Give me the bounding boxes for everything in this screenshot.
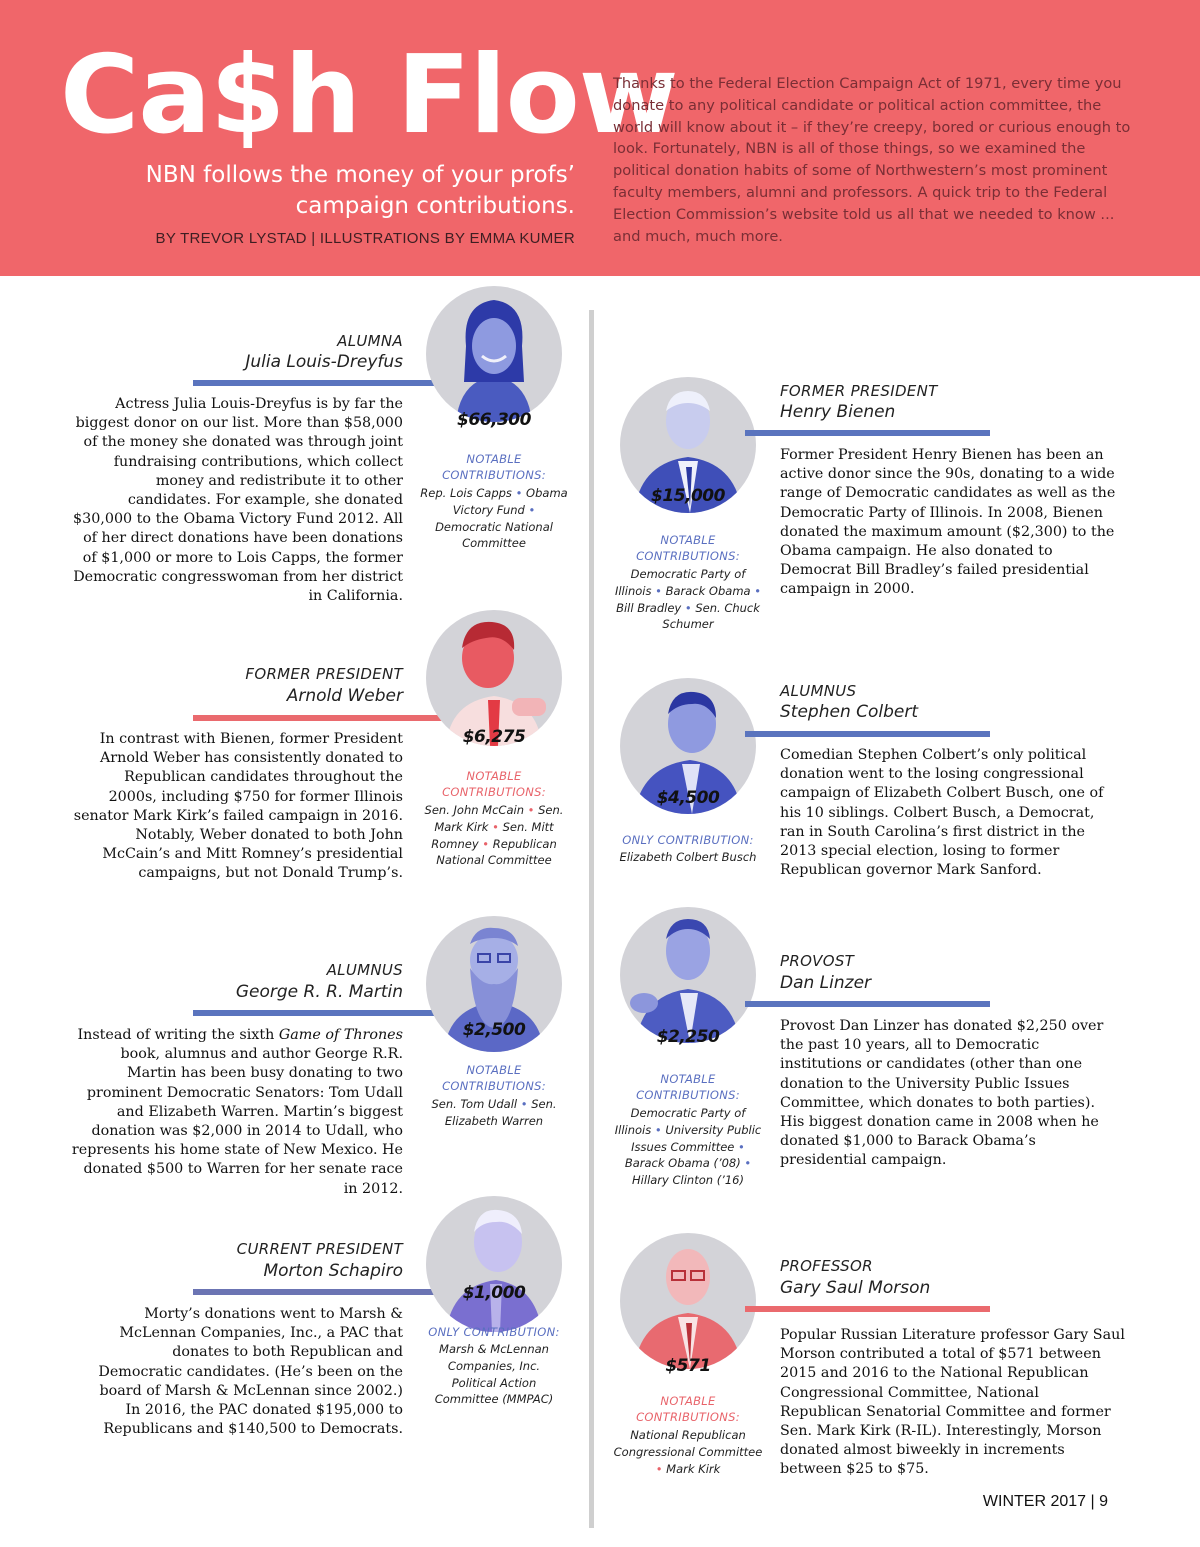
page-footer: [983, 1493, 1108, 1511]
name-rule: [193, 380, 443, 386]
contribution-item: Republican National Committee: [436, 836, 557, 868]
subtitle-line-1: NBN follows the money of your profs’: [145, 162, 575, 188]
donation-amount: $1,000: [462, 1283, 526, 1303]
profile-body: Former President Henry Bienen has been an active donor since the 90s, donating to a wide range of Democratic candidates as well as the Democratic Party of Illinois. In 2008, Bienen donated the maximum amount ($2,300) to the Obama campaign. He also donated to Democrat Bill Bradley’s failed presidential campaign in 2000.: [780, 447, 1116, 598]
profile-name: Morton Schapiro: [263, 1261, 403, 1281]
contribution-item: National Republican Congressional Committee: [613, 1428, 763, 1459]
portrait-schapiro: [426, 1196, 562, 1332]
byline: BY TREVOR LYSTAD | ILLUSTRATIONS BY EMMA KUMER: [155, 230, 575, 247]
name-rule: [745, 1001, 990, 1007]
notable-label-text: NOTABLE CONTRIBUTIONS:: [442, 1063, 546, 1093]
notable-label-text: NOTABLE CONTRIBUTIONS:: [636, 1394, 740, 1424]
bullet-icon: •: [527, 803, 535, 817]
profile-role: ALUMNA: [337, 332, 403, 350]
profile-body: Provost Dan Linzer has donated $2,250 over the past 10 years, all to Democratic institutions or candidates (other than one donation to the University Public Issues Committee, which donates to both parties). His biggest donation came in 2008 when he donated $1,000 to Barack Obama’s presidential campaign.: [780, 1018, 1104, 1169]
contribution-item: Democratic National Committee: [435, 519, 553, 551]
portrait-louis-dreyfus: [426, 286, 562, 422]
contributions-list: [613, 1427, 763, 1477]
bullet-icon: •: [655, 583, 662, 598]
name-rule: [745, 1306, 990, 1312]
contribution-item: Barack Obama: [665, 583, 751, 598]
contribution-item: Sen. Mitt Romney: [431, 819, 554, 851]
donation-amount: $4,500: [656, 788, 720, 808]
body-text: book, alumnus and author George R.R. Martin has been busy donating to two prominent Democratic Senators: Tom Udall and Elizabeth Warren. Martin’s biggest donation was $2,000 in 2014 to Udall, who represents his home state of New Mexico. He donated $500 to Warren for her senate race in 2012.: [71, 1046, 403, 1197]
footer-separator: |: [1090, 1493, 1095, 1510]
page-title: Ca$h Flow: [60, 33, 678, 158]
donation-amount: $2,500: [462, 1020, 526, 1040]
contributions-list: [426, 1341, 562, 1408]
bullet-icon: •: [492, 819, 499, 834]
profile-role: FORMER PRESIDENT: [780, 382, 938, 400]
profile-body: Comedian Stephen Colbert’s only political donation went to the losing congressional campaign of Elizabeth Colbert Busch, one of his 10 siblings. Colbert Busch, a Democrat, ran in South Carolina’s first district in the 2013 special election, losing to former Republican governor Mark Sanford.: [780, 747, 1104, 879]
notable-label-text: NOTABLE CONTRIBUTIONS:: [442, 769, 546, 799]
profile-role: PROVOST: [780, 952, 855, 970]
subtitle-line-2: campaign contributions.: [295, 193, 575, 219]
notable-label: [419, 451, 569, 483]
name-rule: [745, 731, 990, 737]
column-divider: [589, 310, 594, 1528]
bullet-icon: •: [515, 486, 523, 500]
contribution-item: Sen. Tom Udall: [431, 1097, 518, 1111]
bullet-icon: •: [754, 583, 762, 598]
notable-label-text: ONLY CONTRIBUTION:: [622, 833, 754, 847]
profile-role: ALUMNUS: [780, 682, 857, 700]
contributions-list: [613, 849, 763, 866]
notable-label: [613, 1071, 763, 1103]
issue-label: WINTER 2017: [982, 1493, 1087, 1510]
header-banner: [0, 0, 1200, 276]
bullet-icon: •: [482, 836, 490, 851]
bullet-icon: •: [520, 1097, 528, 1111]
body-text: Instead of writing the sixth: [77, 1027, 279, 1043]
name-rule: [193, 715, 443, 721]
contribution-item: Democratic Party of Illinois: [614, 567, 746, 598]
profile-body: [68, 1026, 403, 1199]
donation-amount: $571: [665, 1356, 711, 1376]
profile-body: Popular Russian Literature professor Gary Saul Morson contributed a total of $571 between 2015 and 2016 to the National Republican Congressional Committee, National Republican Senatorial Committee and former Sen. Mark Kirk (R-IL). Interestingly, Morson donated almost biweekly in increments between $25 to $75.: [780, 1327, 1125, 1478]
bullet-icon: •: [654, 1122, 662, 1137]
contribution-item: Democratic Party of Illinois: [614, 1106, 746, 1137]
contribution-item: Elizabeth Colbert Busch: [619, 850, 757, 864]
profile-name: Henry Bienen: [780, 402, 896, 422]
notable-label: [613, 832, 763, 848]
bullet-icon: •: [744, 1156, 752, 1171]
bullet-icon: •: [738, 1139, 745, 1154]
contribution-item: Obama Victory Fund: [452, 486, 568, 517]
bullet-icon: •: [655, 1461, 663, 1476]
contributions-list: [419, 1096, 569, 1130]
profile-name: Arnold Weber: [286, 686, 403, 706]
profile-body: In contrast with Bienen, former President Arnold Weber has consistently donated to Republican candidates throughout the 2000s, including $750 for former Illinois senator Mark Kirk’s failed campaign in 2016. Notably, Weber donated to both John McCain’s and Mitt Romney’s presidential campaigns, but not Donald Trump’s.: [73, 731, 403, 882]
contribution-item: Sen. Elizabeth Warren: [444, 1097, 557, 1128]
notable-label: [613, 1393, 763, 1425]
donation-amount: $15,000: [651, 486, 725, 506]
profile-name: Gary Saul Morson: [780, 1278, 931, 1298]
profile-role: CURRENT PRESIDENT: [236, 1240, 403, 1258]
profile-name: Julia Louis-Dreyfus: [245, 352, 403, 372]
name-rule: [193, 1289, 443, 1295]
donation-amount: $6,275: [462, 727, 526, 747]
notable-label: [419, 768, 569, 800]
donation-amount: $66,300: [457, 410, 531, 430]
page-number: 9: [1099, 1493, 1108, 1510]
donation-amount: $2,250: [656, 1027, 720, 1047]
contribution-item: Sen. John McCain: [424, 803, 524, 817]
bullet-icon: •: [528, 502, 536, 517]
profile-role: FORMER PRESIDENT: [245, 665, 403, 683]
contributions-list: [613, 566, 763, 633]
profile-name: George R. R. Martin: [235, 982, 403, 1002]
notable-label-text: NOTABLE CONTRIBUTIONS:: [442, 452, 546, 482]
notable-label: [419, 1062, 569, 1094]
contributions-list: [613, 1105, 763, 1189]
profile-name: Stephen Colbert: [780, 702, 919, 722]
book-title: Game of Thrones: [278, 1027, 403, 1043]
name-rule: [745, 430, 990, 436]
profile-role: PROFESSOR: [780, 1257, 873, 1275]
contribution-item: Bill Bradley: [616, 600, 682, 615]
contribution-item: University Public Issues Committee: [631, 1122, 762, 1154]
contribution-item: Sen. Mark Kirk: [434, 803, 564, 834]
portrait-weber: [426, 610, 562, 746]
contributions-list: [419, 802, 569, 869]
contribution-item: Marsh & McLennan Companies, Inc. Political Action Committee (MMPAC): [434, 1342, 554, 1407]
name-rule: [193, 1010, 443, 1016]
profile-body: Morty’s donations went to Marsh & McLennan Companies, Inc., a PAC that donates to both Republican and Democratic candidates. (He’s been on the board of Marsh & McLennan since 2002.) In 2016, the PAC donated $195,000 to Republicans and $140,500 to Democrats.: [98, 1306, 403, 1438]
notable-label-text: NOTABLE CONTRIBUTIONS:: [636, 1072, 740, 1102]
notable-label-text: ONLY CONTRIBUTION:: [428, 1325, 560, 1339]
bullet-icon: •: [684, 600, 692, 615]
contribution-item: Barack Obama (’08): [624, 1156, 741, 1171]
subtitle: [55, 160, 575, 222]
profile-body: Actress Julia Louis-Dreyfus is by far the biggest donor on our list. More than $58,000 of the money she donated was through joint fundraising contributions, which collect money and redistribute it to other candidates. For example, she donated $30,000 to the Obama Victory Fund 2012. All of her direct donations have been donations of $1,000 or more to Lois Capps, the former Democratic congresswoman from her district in California.: [73, 396, 403, 605]
notable-label-text: NOTABLE CONTRIBUTIONS:: [636, 533, 740, 563]
contribution-item: Sen. Chuck Schumer: [662, 600, 760, 632]
profile-name: Dan Linzer: [780, 973, 872, 993]
portrait-linzer: [620, 907, 756, 1043]
contribution-item: Hillary Clinton (’16): [632, 1173, 744, 1188]
contribution-item: Mark Kirk: [666, 1461, 721, 1476]
notable-label: [419, 1324, 569, 1340]
profile-role: ALUMNUS: [326, 961, 403, 979]
contribution-item: Rep. Lois Capps: [420, 486, 512, 500]
intro-paragraph: Thanks to the Federal Election Campaign Act of 1971, every time you donate to any political candidate or political action committee, the world will know about it – if they’re creepy, bored or curious enough to look. Fortunately, NBN is all of those things, so we examined the political donation habits of some of Northwestern’s most prominent faculty members, alumni and professors. A quick trip to the Federal Election Commission’s website told us all that we needed to know ... and much, much more.: [613, 75, 1131, 245]
contributions-list: [419, 485, 569, 552]
portrait-morson: [620, 1233, 756, 1369]
notable-label: [613, 532, 763, 564]
